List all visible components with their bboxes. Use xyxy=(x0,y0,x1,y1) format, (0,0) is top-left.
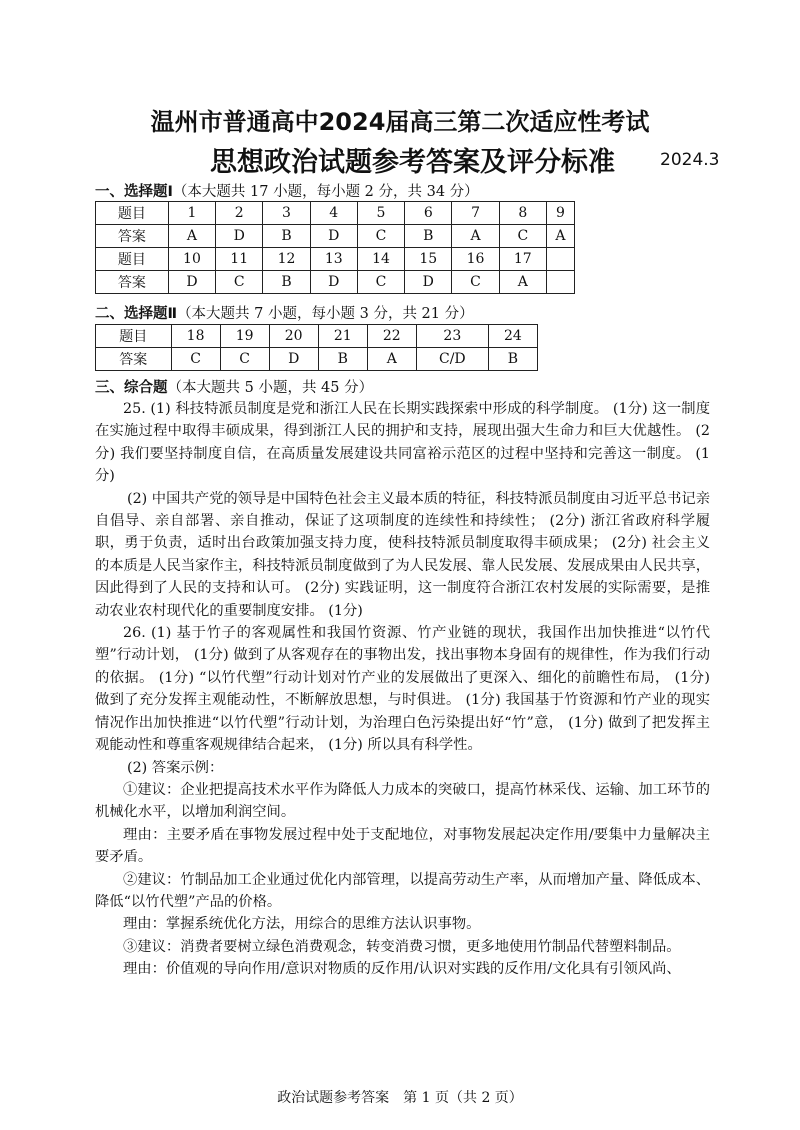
section1-cell: 7 xyxy=(452,202,499,225)
section1-cell: 11 xyxy=(216,248,263,271)
section1-cell: C xyxy=(499,225,546,248)
section1-row xyxy=(96,202,575,225)
reason-1: 理由：主要矛盾在事物发展过程中处于支配地位，对事物发展起决定作用/要集中力量解决主要矛盾。 xyxy=(95,826,710,866)
answer-25-1: 25. (1) 科技特派员制度是党和浙江人民在长期实践探索中形成的科学制度。 (1分) 这一制度在实施过程中取得丰硕成果，得到浙江人民的拥护和支持，展现出强大生命力和巨大优越性。 (2分) 我们要坚持制度自信，在高质量发展建设共同富裕示范区的过程中坚持和完善这一制度。 (1分) xyxy=(95,401,710,485)
section1-heading xyxy=(95,180,479,201)
section1-cell: B xyxy=(263,271,310,294)
section1-cell: B xyxy=(405,225,452,248)
answer-26-2-label: (2) 答案示例： xyxy=(127,759,224,776)
suggestion-3: ③建议：消费者要树立绿色消费观念，转变消费习惯，更多地使用竹制品代替塑料制品。 xyxy=(123,938,681,955)
section1-cell: A xyxy=(168,225,215,248)
suggestion-2: ②建议：竹制品加工企业通过优化内部管理，以提高劳动生产率，从而增加产量、降低成本、降低“以竹代塑”产品的价格。 xyxy=(95,871,710,910)
section1-cell: D xyxy=(310,225,357,248)
section2-cell: 21 xyxy=(318,325,367,348)
section1-cell: 1 xyxy=(168,202,215,225)
section1-cell: 14 xyxy=(357,248,404,271)
section1-cell xyxy=(546,271,574,294)
section1-cell: 12 xyxy=(263,248,310,271)
section1-answer-table xyxy=(95,201,575,294)
section2-cell: 20 xyxy=(269,325,318,348)
section1-cell: C xyxy=(216,271,263,294)
section2-cell: A xyxy=(367,348,416,371)
section2-row-label: 答案 xyxy=(96,348,172,371)
section1-cell: D xyxy=(168,271,215,294)
section3-body xyxy=(95,398,710,981)
section2-row xyxy=(96,325,538,348)
section1-note: （本大题共 17 小题，每小题 2 分，共 34 分） xyxy=(172,184,479,200)
section1-cell: 10 xyxy=(168,248,215,271)
section2-heading xyxy=(95,302,474,323)
exam-title: 温州市普通高中2024届高三第二次适应性考试 xyxy=(150,108,650,136)
section1-cell: 9 xyxy=(546,202,574,225)
page-footer: 政治试题参考答案 第 1 页（共 2 页） xyxy=(277,1090,523,1106)
section1-cell: C xyxy=(452,271,499,294)
section2-answer-table xyxy=(95,324,538,371)
document-date: 2024.3 xyxy=(660,150,720,170)
section1-cell: 16 xyxy=(452,248,499,271)
section3-heading xyxy=(95,376,373,397)
section1-cell: A xyxy=(546,225,574,248)
section1-cell: A xyxy=(499,271,546,294)
reason-2: 理由：掌握系统优化方法，用综合的思维方法认识事物。 xyxy=(123,916,481,933)
section2-cell: B xyxy=(318,348,367,371)
section2-cell: C/D xyxy=(416,348,488,371)
section3-note: （本大题共 5 小题，共 45 分） xyxy=(167,380,374,396)
suggestion-1: ①建议：企业把提高技术水平作为降低人力成本的突破口，提高竹林采伐、运输、加工环节的机械化水平，以增加利润空间。 xyxy=(95,781,710,821)
section1-title: 一、选择题Ⅰ xyxy=(95,184,173,200)
section1-cell: C xyxy=(357,271,404,294)
section2-cell: 18 xyxy=(171,325,220,348)
section2-note: （本大题共 7 小题，每小题 3 分，共 21 分） xyxy=(177,306,474,322)
section1-cell xyxy=(546,248,574,271)
section1-row xyxy=(96,248,575,271)
section2-cell: D xyxy=(269,348,318,371)
section1-cell: C xyxy=(357,225,404,248)
section1-cell: 17 xyxy=(499,248,546,271)
section2-cell: B xyxy=(488,348,537,371)
section1-cell: D xyxy=(216,225,263,248)
section1-cell: D xyxy=(310,271,357,294)
section2-row-label: 题目 xyxy=(96,325,172,348)
section1-row-label: 答案 xyxy=(96,271,169,294)
section1-cell: A xyxy=(452,225,499,248)
section2-cell: 24 xyxy=(488,325,537,348)
section2-cell: C xyxy=(171,348,220,371)
document-title: 思想政治试题参考答案及评分标准 xyxy=(210,147,615,178)
section1-row xyxy=(96,271,575,294)
section2-cell: C xyxy=(220,348,269,371)
section1-cell: 6 xyxy=(405,202,452,225)
section1-cell: 3 xyxy=(263,202,310,225)
section1-row-label: 题目 xyxy=(96,248,169,271)
section3-title: 三、综合题 xyxy=(95,380,168,396)
section2-title: 二、选择题Ⅱ xyxy=(95,306,178,322)
section2-cell: 19 xyxy=(220,325,269,348)
section1-cell: 5 xyxy=(357,202,404,225)
section1-row xyxy=(96,225,575,248)
section1-cell: 13 xyxy=(310,248,357,271)
section1-cell: B xyxy=(263,225,310,248)
section1-cell: 8 xyxy=(499,202,546,225)
reason-3: 理由：价值观的导向作用/意识对物质的反作用/认识对实践的反作用/文化具有引领风尚、 xyxy=(123,961,681,978)
section1-cell: 4 xyxy=(310,202,357,225)
section2-cell: 22 xyxy=(367,325,416,348)
section1-row-label: 答案 xyxy=(96,225,169,248)
section1-cell: D xyxy=(405,271,452,294)
section1-cell: 15 xyxy=(405,248,452,271)
section1-cell: 2 xyxy=(216,202,263,225)
answer-25-2: (2) 中国共产党的领导是中国特色社会主义最本质的特征，科技特派员制度由习近平总书记亲自倡导、亲自部署、亲自推动，保证了这项制度的连续性和持续性； (2分) 浙江省政府科学履职，勇于负责，适时出台政策加强支持力度，使科技特派员制度取得丰硕成果； (2分) 社会主义的本质是人民当家作主，科技特派员制度做到了为人民发展、靠人民发展、发展成果由人民共享，因此得到了人民的支持和认可。 (2分) 实践证明，这一制度符合浙江农村发展的实际需要，是推动农业农村现代化的重要制度安排。 (1分) xyxy=(95,490,710,619)
section2-row xyxy=(96,348,538,371)
section1-row-label: 题目 xyxy=(96,202,169,225)
answer-26-1: 26. (1) 基于竹子的客观属性和我国竹资源、竹产业链的现状，我国作出加快推进“以竹代塑”行动计划， (1分) 做到了从客观存在的事物出发，找出事物本身固有的规律性，作为我们行动的依据。 (1分) “以竹代塑”行动计划对竹产业的发展做出了更深入、细化的前瞻性布局， (1分) 做到了充分发挥主观能动性，不断解放思想，与时俱进。 (1分) 我国基于竹资源和竹产业的现实情况作出加快推进“以竹代塑”行动计划，为治理白色污染提出好“竹”意， (1分) 做到了把发挥主观能动性和尊重客观规律结合起来， (1分) 所以具有科学性。 xyxy=(95,625,710,754)
section2-cell: 23 xyxy=(416,325,488,348)
